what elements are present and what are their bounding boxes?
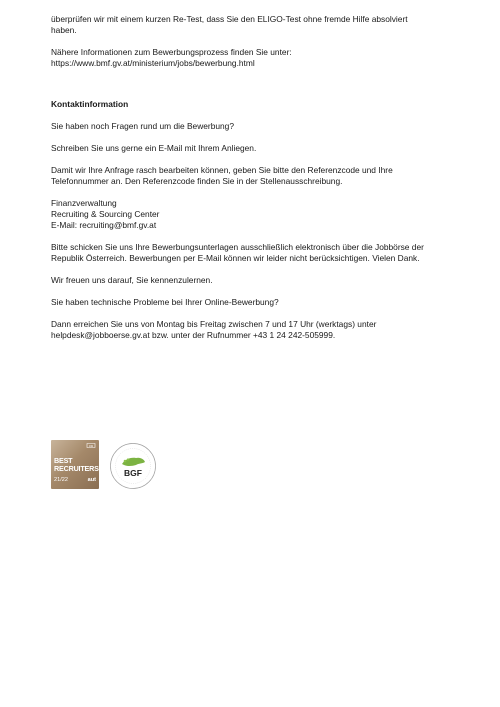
ca-logo-icon (86, 442, 96, 449)
contact-reference-line-1: Damit wir Ihre Anfrage rasch bearbeiten können, geben Sie bitte den Referenzcode und Ihre (51, 165, 393, 175)
contact-write-us: Schreiben Sie uns gerne ein E-Mail mit Ihrem Anliegen. (51, 143, 257, 153)
bgf-guetesiegel-seal-icon (109, 442, 157, 490)
helpdesk-line-2: helpdesk@jobboerse.gv.at bzw. unter der Rufnummer +43 1 24 242-505999. (51, 330, 336, 340)
contact-question: Sie haben noch Fragen rund um die Bewerbung? (51, 121, 234, 131)
best-recruiters-title (54, 457, 99, 472)
best-recruiters-title-line-1: BEST (54, 456, 73, 465)
org-email[interactable]: E-Mail: recruiting@bmf.gv.at (51, 220, 157, 230)
closing-text: Wir freuen uns darauf, Sie kennenzulernen. (51, 275, 213, 285)
best-recruiters-title-line-2: RECRUITERS (54, 463, 99, 473)
helpdesk-line-1: Dann erreichen Sie uns von Montag bis Freitag zwischen 7 und 17 Uhr (werktags) unter (51, 319, 377, 329)
best-recruiters-seal-icon (51, 440, 99, 489)
intro-line-1: überprüfen wir mit einem kurzen Re-Test, dass Sie den ELIGO-Test ohne fremde Hilfe absolviert (51, 14, 408, 24)
ca-logo-text: ca (89, 444, 93, 448)
intro-line-2: haben. (51, 25, 77, 35)
electronic-line-1: Bitte schicken Sie uns Ihre Bewerbungsunterlagen ausschließlich elektronisch über die Jobbörse der (51, 242, 424, 252)
electronic-line-2: Republik Österreich. Bewerbungen per E-Mail können wir leider nicht berücksichtigen. Vielen Dank. (51, 253, 420, 263)
org-name: Finanzverwaltung (51, 198, 117, 208)
contact-reference-line-2: Telefonnummer an. Den Referenzcode finden Sie in der Stellenausschreibung. (51, 176, 343, 186)
org-department: Recruiting & Sourcing Center (51, 209, 160, 219)
best-recruiters-year: 21/22 (54, 477, 68, 483)
process-info-link[interactable]: https://www.bmf.gv.at/ministerium/jobs/bewerbung.html (51, 58, 255, 68)
document-body (51, 14, 471, 341)
bgf-label: BGF (124, 468, 142, 478)
tech-question: Sie haben technische Probleme bei Ihrer Online-Bewerbung? (51, 297, 279, 307)
contact-heading: Kontaktinformation (51, 99, 129, 109)
best-recruiters-country: aut (87, 477, 96, 483)
process-info-line: Nähere Informationen zum Bewerbungsprozess finden Sie unter: (51, 47, 292, 57)
